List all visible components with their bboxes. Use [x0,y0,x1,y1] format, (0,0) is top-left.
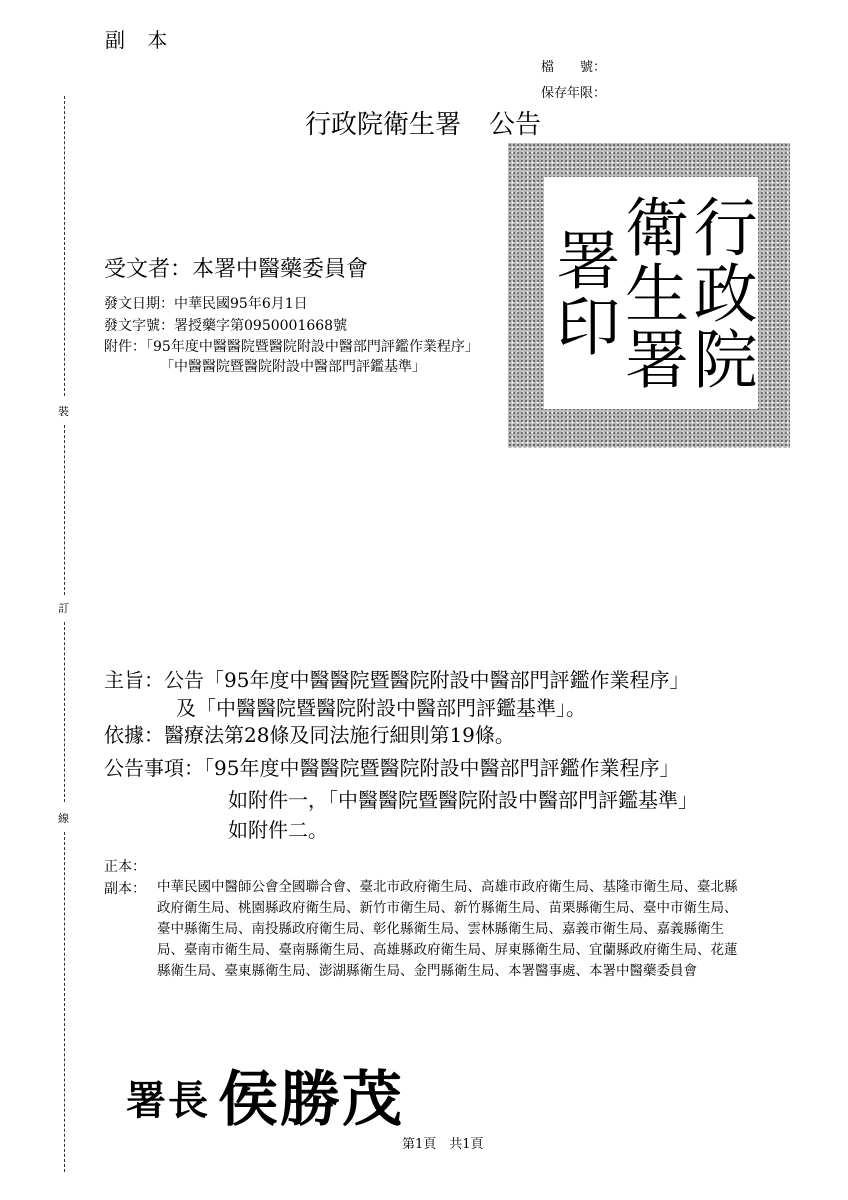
binding-line-top [64,96,65,396]
issue-date: 發文日期：中華民國95年6月1日 [104,296,308,312]
binding-line-middle [64,425,65,595]
copy-mark: 副 本 [105,28,176,52]
document-title [305,104,541,141]
binding-mark-bind: 裝 [58,405,69,418]
notice-items-line-1: 公告事項：「95年度中醫醫院暨醫院附設中醫部門評鑑作業程序」 [104,756,680,780]
attachment-2: 「中醫醫院暨醫院附設中醫部門評鑑基準」 [160,359,426,375]
copy-recipients-list: 中華民國中醫師公會全國聯合會、臺北市政府衛生局、高雄市政府衛生局、基隆市衛生局、臺北縣政府衛生局、桃園縣政府衛生局、新竹市衛生局、新竹縣衛生局、苗栗縣衛生局、臺中市衛生局、臺中縣衛生局、南投縣政府衛生局、彰化縣衛生局、雲林縣衛生局、嘉義市衛生局、嘉義縣衛生局、臺南市衛生局、臺南縣衛生局、高雄縣政府衛生局、屏東縣衛生局、宜蘭縣政府衛生局、花蓮縣衛生局、臺東縣衛生局、澎湖縣衛生局、金門縣衛生局、本署醫事處、本署中醫藥委員會 [157,879,738,979]
subject-line-1: 主旨：公告「95年度中醫醫院暨醫院附設中醫部門評鑑作業程序」 [104,668,690,692]
file-number-label: 檔 號： [541,60,607,75]
subject-line-2: 及「中醫醫院暨醫院附設中醫部門評鑑基準」。 [176,696,586,720]
seal-text-left: 署印 [545,227,620,359]
retention-period-label: 保存年限： [541,86,607,101]
seal-text-middle: 衛生署 [613,194,688,392]
copy-recipients-label: 副本： [104,881,146,897]
binding-mark-staple: 訂 [58,602,69,615]
seal-text-right: 行政院 [682,194,757,392]
document-reference-number: 發文字號：署授藥字第0950001668號 [104,318,348,334]
original-recipients-label: 正本： [104,859,146,875]
agency-name: 行政院衛生署 [305,110,462,140]
binding-mark-line: 線 [58,812,69,825]
page-number: 第1頁 共1頁 [402,1137,484,1152]
signature-name: 侯勝茂 [218,1065,404,1135]
notice-items-line-2: 如附件一，「中醫醫院暨醫院附設中醫部門評鑑基準」 [228,788,698,812]
official-seal [508,143,790,448]
document-type: 公告 [489,110,542,140]
basis-line: 依據：醫療法第28條及同法施行細則第19條。 [104,723,515,747]
binding-line-lower [64,622,65,802]
notice-items-line-3: 如附件二。 [228,818,328,842]
binding-line-bottom [64,832,65,1172]
seal-face [544,177,758,409]
signature-title: 署長 [126,1078,210,1124]
director-signature [126,1052,404,1138]
attachment-1: 附件：「95年度中醫醫院暨醫院附設中醫部門評鑑作業程序」 [104,339,479,355]
recipient: 受文者：本署中醫藥委員會 [104,257,369,282]
